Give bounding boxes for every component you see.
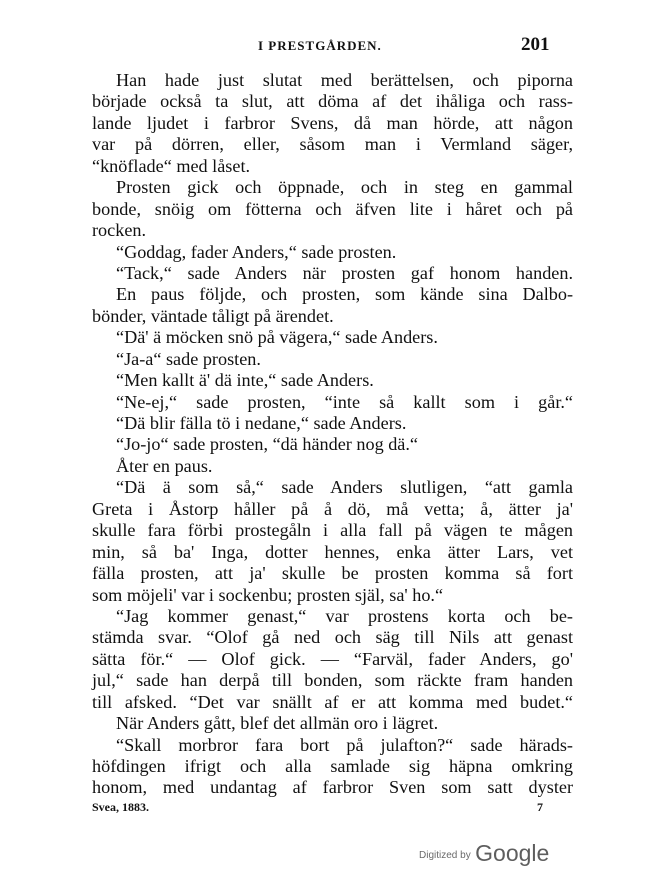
text-line: höfdingen ifrigt och alla samlade sig häpna omkring (92, 756, 573, 776)
google-logo: Google (475, 840, 550, 866)
text-line: “Ne-ej,“ sade prosten, “inte så kallt som i går.“ (116, 391, 573, 412)
text-line: “Tack,“ sade Anders när prosten gaf honom handen. (116, 262, 573, 283)
text-line: rocken. (92, 220, 147, 241)
text-line: När Anders gått, blef det allmän oro i lägret. (116, 713, 439, 734)
text-line: min, så ba' Inga, dotter hennes, enka ätter Lars, vet (92, 541, 573, 562)
text-line: Greta i Åstorp håller på å dö, må vetta; å, ätter ja' (92, 498, 573, 519)
text-line: “Goddag, fader Anders,“ sade prosten. (116, 241, 397, 262)
text-line: “Jag kommer genast,“ var prostens korta och be- (116, 605, 573, 626)
text-line: bönder, väntade tåligt på ärendet. (92, 305, 334, 326)
text-line: skulle fara förbi prostegåln i alla fall på vägen te mågen (92, 520, 573, 541)
text-line: till afsked. “Det var snällt af er att komma med budet.“ (92, 691, 573, 712)
running-title: I PRESTGÅRDEN. (258, 38, 382, 53)
text-line: “Jo-jo“ sade prosten, “dä händer nog dä.“ (116, 434, 418, 455)
text-line: jul,“ sade han derpå till bonden, som räckte fram handen (92, 670, 573, 691)
running-head (0, 34, 656, 58)
text-line: började också ta slut, att döma af det ihåliga och rass- (92, 91, 573, 112)
watermark-prefix: Digitized by (419, 850, 471, 861)
sheet-mark: 7 (537, 800, 543, 814)
text-line: Han hade just slutat med berättelsen, och piporna (116, 70, 573, 90)
text-line: lande ljudet i farbror Svens, då man hörde, att någon (92, 112, 573, 133)
text-line: stämda svar. “Olof gå ned och säg till Nils att genast (92, 627, 573, 648)
text-line: “Ja-a“ sade prosten. (116, 348, 261, 369)
text-line: sätta för.“ — Olof gick. — “Farväl, fader Anders, go' (92, 648, 573, 669)
text-line: “knöflade“ med låset. (92, 155, 251, 176)
text-line: “Skall morbror fara bort på julafton?“ sade härads- (116, 734, 573, 755)
text-line: “Men kallt ä' dä inte,“ sade Anders. (116, 370, 374, 391)
text-line: fälla prosten, att ja' skulle be prosten komma så fort (92, 563, 573, 584)
text-line: “Dä ä som så,“ sade Anders slutligen, “att gamla (116, 477, 573, 498)
text-line: “Dä blir fälla tö i nedane,“ sade Anders. (116, 413, 407, 433)
text-line: Åter en paus. (116, 455, 213, 476)
text-line: som möjeli' var i sockenbu; prosten själ, sa' ho.“ (92, 584, 444, 605)
page-footer (0, 800, 656, 820)
printer-signature: Svea, 1883. (92, 800, 149, 814)
text-line: Prosten gick och öppnade, och in steg en gammal (116, 177, 573, 198)
text-line: honom, med undantag af farbror Sven som satt dyster (92, 777, 573, 798)
text-line: var på dörren, eller, såsom man i Vermland säger, (92, 134, 573, 155)
text-line: “Dä' ä möcken snö på vägera,“ sade Anders. (116, 327, 438, 348)
page-number: 201 (521, 34, 550, 55)
text-line: bonde, snöig om fötterna och äfven lite i håret och på (92, 198, 573, 219)
text-line: En paus följde, och prosten, som kände sina Dalbo- (116, 284, 573, 305)
body-text (92, 70, 573, 799)
digitized-by-google-watermark (419, 840, 549, 872)
